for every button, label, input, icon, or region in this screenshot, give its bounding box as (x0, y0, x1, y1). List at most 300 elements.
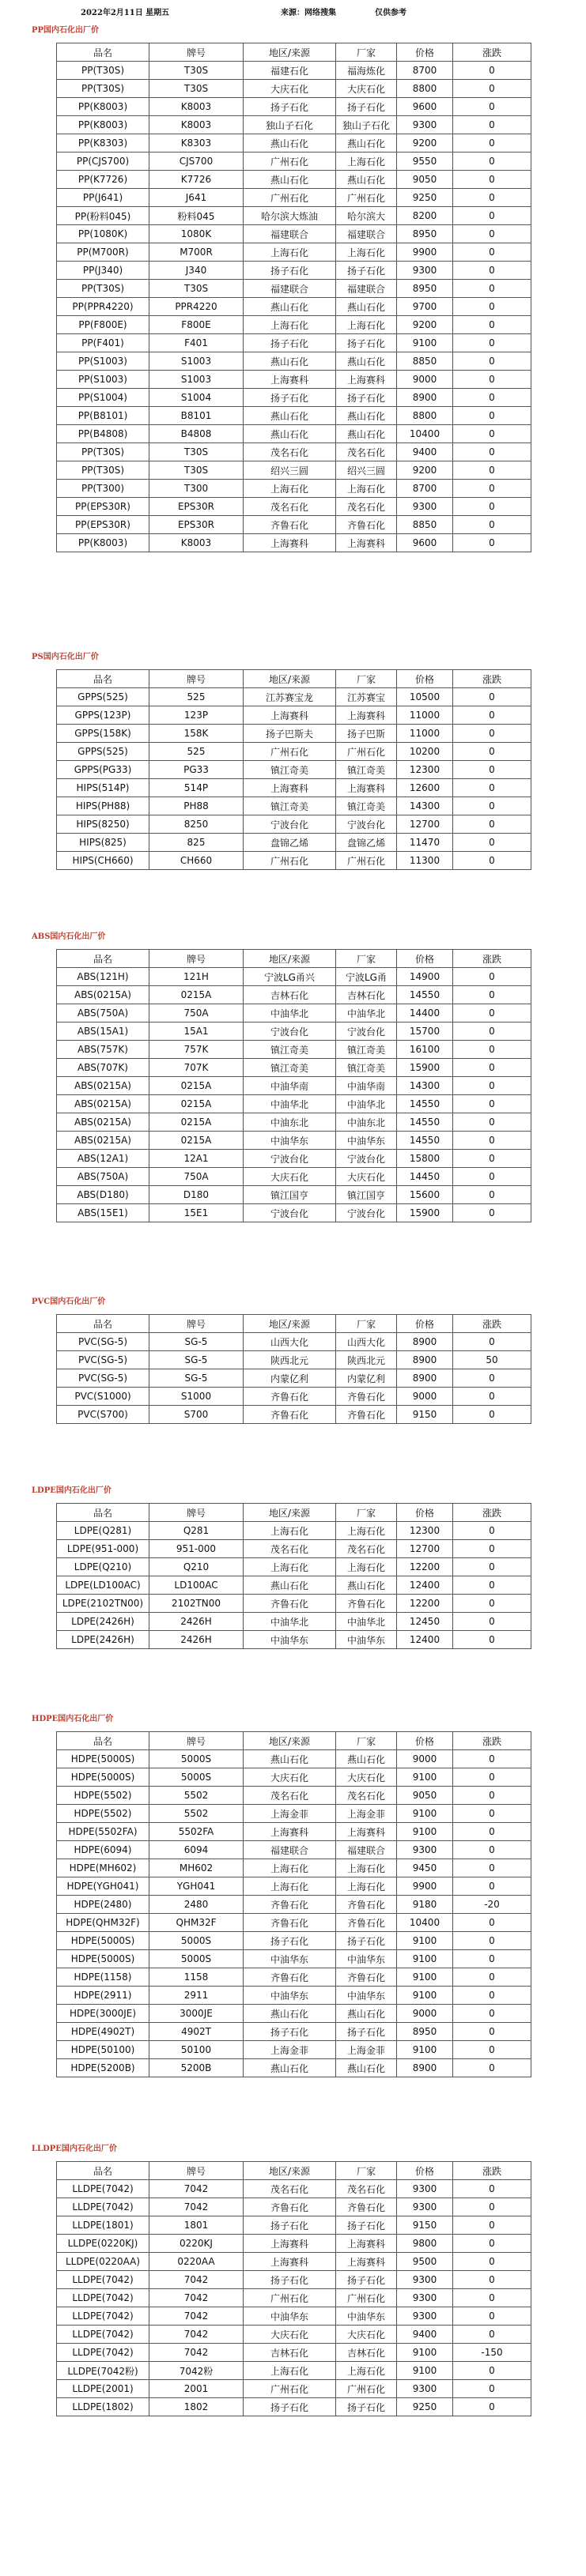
cell-grade: 707K (149, 1059, 244, 1077)
cell-change: 0 (453, 1059, 531, 1077)
cell-price: 15700 (397, 1022, 453, 1041)
cell-product-name: PVC(SG-5) (57, 1351, 149, 1369)
cell-manufacturer: 中油华东 (336, 1631, 397, 1649)
cell-manufacturer: 大庆石化 (336, 1168, 397, 1186)
cell-manufacturer: 上海石化 (336, 1859, 397, 1877)
cell-region: 宁波台化 (244, 815, 336, 834)
cell-grade: M700R (149, 243, 244, 262)
cell-grade: 825 (149, 834, 244, 852)
cell-region: 扬子石化 (244, 2023, 336, 2041)
cell-manufacturer: 广州石化 (336, 2380, 397, 2398)
cell-price: 8950 (397, 280, 453, 298)
cell-manufacturer: 齐鲁石化 (336, 1406, 397, 1424)
cell-region: 陕西北元 (244, 1351, 336, 1369)
column-header-change: 涨跌 (453, 1504, 531, 1522)
cell-region: 燕山石化 (244, 2059, 336, 2077)
cell-change: 0 (453, 761, 531, 779)
cell-grade: 750A (149, 1168, 244, 1186)
column-header-price: 价格 (397, 2162, 453, 2180)
column-header-grade: 牌号 (149, 950, 244, 968)
cell-product-name: PP(F401) (57, 334, 149, 352)
cell-region: 燕山石化 (244, 425, 336, 443)
column-header-product-name: 品名 (57, 1315, 149, 1333)
cell-manufacturer: 中油华北 (336, 1613, 397, 1631)
cell-change: 0 (453, 2326, 531, 2344)
cell-manufacturer: 宁波台化 (336, 1022, 397, 1041)
cell-price: 12700 (397, 1540, 453, 1558)
cell-product-name: PP(T30S) (57, 62, 149, 80)
cell-manufacturer: 扬子石化 (336, 262, 397, 280)
cell-region: 燕山石化 (244, 407, 336, 425)
cell-region: 扬子石化 (244, 262, 336, 280)
cell-price: 15800 (397, 1150, 453, 1168)
cell-price: 9150 (397, 1406, 453, 1424)
section (0, 2137, 586, 2416)
cell-product-name: LDPE(2426H) (57, 1613, 149, 1631)
cell-product-name: PP(T30S) (57, 80, 149, 98)
cell-grade: T30S (149, 461, 244, 480)
table-row (57, 298, 531, 316)
cell-product-name: ABS(12A1) (57, 1150, 149, 1168)
cell-region: 吉林石化 (244, 2344, 336, 2362)
table-row (57, 2326, 531, 2344)
table-row (57, 2059, 531, 2077)
cell-manufacturer: 上海金菲 (336, 2041, 397, 2059)
cell-grade: K8003 (149, 98, 244, 116)
cell-change: 0 (453, 2235, 531, 2253)
cell-product-name: HDPE(5502) (57, 1787, 149, 1805)
table-row (57, 2398, 531, 2416)
cell-region: 哈尔滨大炼油 (244, 207, 336, 225)
cell-product-name: LDPE(Q210) (57, 1558, 149, 1576)
cell-change: 0 (453, 2059, 531, 2077)
cell-price: 10400 (397, 425, 453, 443)
cell-change: 0 (453, 1186, 531, 1204)
cell-product-name: ABS(0215A) (57, 1095, 149, 1113)
table-row (57, 280, 531, 298)
cell-region: 镇江奇美 (244, 761, 336, 779)
cell-region: 上海石化 (244, 1558, 336, 1576)
cell-grade: SG-5 (149, 1333, 244, 1351)
cell-region: 盘锦乙烯 (244, 834, 336, 852)
cell-product-name: HDPE(5000S) (57, 1932, 149, 1950)
cell-price: 9550 (397, 153, 453, 171)
cell-price: 8700 (397, 62, 453, 80)
table-row (57, 1522, 531, 1540)
cell-grade: 2102TN00 (149, 1595, 244, 1613)
cell-change: 0 (453, 1914, 531, 1932)
table-row (57, 2253, 531, 2271)
cell-manufacturer: 上海石化 (336, 480, 397, 498)
cell-grade: 514P (149, 779, 244, 797)
cell-price: 8900 (397, 1369, 453, 1388)
cell-region: 广州石化 (244, 189, 336, 207)
price-table (56, 1731, 531, 2077)
cell-price: 8850 (397, 352, 453, 371)
table-row (57, 743, 531, 761)
cell-price: 9000 (397, 1388, 453, 1406)
cell-manufacturer: 盘锦乙烯 (336, 834, 397, 852)
cell-region: 中油华东 (244, 2307, 336, 2326)
table-row (57, 1406, 531, 1424)
cell-price: 14550 (397, 1113, 453, 1132)
table-row (57, 2216, 531, 2235)
cell-grade: 7042粉 (149, 2362, 244, 2380)
cell-grade: 2001 (149, 2380, 244, 2398)
cell-product-name: ABS(757K) (57, 1041, 149, 1059)
cell-grade: 0215A (149, 1077, 244, 1095)
section-title: ABS国内石化出厂价 (32, 932, 106, 941)
cell-region: 宁波台化 (244, 1204, 336, 1222)
table-row (57, 461, 531, 480)
cell-price: 9100 (397, 2362, 453, 2380)
cell-product-name: ABS(0215A) (57, 1113, 149, 1132)
cell-change: 0 (453, 1576, 531, 1595)
cell-region: 宁波LG甬兴 (244, 968, 336, 986)
cell-price: 9450 (397, 1859, 453, 1877)
cell-grade: T30S (149, 62, 244, 80)
table-row (57, 1768, 531, 1787)
cell-manufacturer: 上海赛科 (336, 1823, 397, 1841)
table-row (57, 852, 531, 870)
cell-product-name: PP(J641) (57, 189, 149, 207)
cell-region: 上海赛科 (244, 2253, 336, 2271)
cell-change: 0 (453, 1968, 531, 1987)
cell-product-name: LDPE(2102TN00) (57, 1595, 149, 1613)
column-header-product-name: 品名 (57, 1732, 149, 1750)
cell-price: 14550 (397, 1095, 453, 1113)
cell-price: 9300 (397, 2271, 453, 2289)
cell-manufacturer: 中油华东 (336, 1132, 397, 1150)
cell-grade: 8250 (149, 815, 244, 834)
cell-grade: 757K (149, 1041, 244, 1059)
cell-manufacturer: 上海石化 (336, 153, 397, 171)
cell-region: 上海石化 (244, 480, 336, 498)
cell-region: 茂名石化 (244, 1540, 336, 1558)
column-header-manufacturer: 厂家 (336, 2162, 397, 2180)
table-row (57, 480, 531, 498)
cell-change: 0 (453, 1823, 531, 1841)
cell-region: 广州石化 (244, 852, 336, 870)
cell-region: 广州石化 (244, 743, 336, 761)
cell-change: 0 (453, 1132, 531, 1150)
cell-price: 14900 (397, 968, 453, 986)
cell-manufacturer: 上海赛科 (336, 371, 397, 389)
cell-manufacturer: 福海炼化 (336, 62, 397, 80)
cell-region: 中油华东 (244, 1950, 336, 1968)
cell-price: 9250 (397, 189, 453, 207)
cell-region: 上海赛科 (244, 779, 336, 797)
cell-manufacturer: 福建联合 (336, 225, 397, 243)
cell-region: 上海赛科 (244, 706, 336, 725)
cell-region: 福建联合 (244, 280, 336, 298)
table-row (57, 986, 531, 1004)
column-header-region: 地区/来源 (244, 670, 336, 688)
section (0, 925, 586, 1222)
cell-region: 福建联合 (244, 225, 336, 243)
cell-change: 0 (453, 968, 531, 986)
cell-region: 吉林石化 (244, 986, 336, 1004)
cell-product-name: LDPE(951-000) (57, 1540, 149, 1558)
cell-manufacturer: 上海赛科 (336, 779, 397, 797)
cell-price: 11470 (397, 834, 453, 852)
cell-change: 0 (453, 389, 531, 407)
table-row (57, 1896, 531, 1914)
cell-product-name: LLDPE(7042) (57, 2271, 149, 2289)
cell-product-name: PP(T300) (57, 480, 149, 498)
cell-region: 宁波台化 (244, 1022, 336, 1041)
cell-product-name: PP(K8003) (57, 116, 149, 134)
cell-manufacturer: 燕山石化 (336, 425, 397, 443)
cell-manufacturer: 中油华东 (336, 2307, 397, 2326)
cell-region: 扬子石化 (244, 389, 336, 407)
cell-grade: 5000S (149, 1932, 244, 1950)
cell-grade: 7042 (149, 2289, 244, 2307)
table-row (57, 2235, 531, 2253)
cell-product-name: ABS(121H) (57, 968, 149, 986)
cell-product-name: HDPE(50100) (57, 2041, 149, 2059)
cell-change: -20 (453, 1896, 531, 1914)
cell-price: 15900 (397, 1059, 453, 1077)
cell-price: 8900 (397, 1333, 453, 1351)
cell-manufacturer: 齐鲁石化 (336, 2198, 397, 2216)
cell-change: 0 (453, 62, 531, 80)
cell-manufacturer: 齐鲁石化 (336, 1914, 397, 1932)
cell-change: 0 (453, 262, 531, 280)
cell-region: 中油东北 (244, 1113, 336, 1132)
table-row (57, 1968, 531, 1987)
cell-region: 扬子石化 (244, 2271, 336, 2289)
table-header-row (57, 2162, 531, 2180)
cell-product-name: HDPE(3000JE) (57, 2005, 149, 2023)
cell-change: 0 (453, 80, 531, 98)
cell-change: 0 (453, 1595, 531, 1613)
column-header-grade: 牌号 (149, 1315, 244, 1333)
cell-manufacturer: 广州石化 (336, 743, 397, 761)
cell-change: 0 (453, 1859, 531, 1877)
cell-price: 9100 (397, 2041, 453, 2059)
cell-grade: K7726 (149, 171, 244, 189)
section-title: PP国内石化出厂价 (32, 26, 100, 35)
header-date: 2022年2月11日 星期五 (81, 9, 170, 17)
cell-region: 齐鲁石化 (244, 1406, 336, 1424)
cell-manufacturer: 茂名石化 (336, 2180, 397, 2198)
column-header-price: 价格 (397, 1315, 453, 1333)
cell-price: 8800 (397, 407, 453, 425)
cell-grade: 7042 (149, 2344, 244, 2362)
cell-price: 9050 (397, 1787, 453, 1805)
cell-product-name: ABS(750A) (57, 1004, 149, 1022)
column-header-price: 价格 (397, 1504, 453, 1522)
cell-region: 上海金菲 (244, 1805, 336, 1823)
cell-change: 0 (453, 1540, 531, 1558)
cell-price: 14300 (397, 1077, 453, 1095)
cell-change: 0 (453, 1077, 531, 1095)
cell-region: 镇江奇美 (244, 797, 336, 815)
cell-manufacturer: 江苏赛宝 (336, 688, 397, 706)
cell-change: 0 (453, 1613, 531, 1631)
cell-price: 9600 (397, 534, 453, 552)
cell-change: 0 (453, 280, 531, 298)
cell-price: 9300 (397, 2380, 453, 2398)
cell-grade: K8003 (149, 534, 244, 552)
cell-region: 镇江奇美 (244, 1041, 336, 1059)
cell-region: 中油华南 (244, 1077, 336, 1095)
cell-manufacturer: 福建联合 (336, 1841, 397, 1859)
cell-price: 12700 (397, 815, 453, 834)
cell-product-name: PP(EPS30R) (57, 498, 149, 516)
cell-grade: T30S (149, 443, 244, 461)
cell-region: 中油华东 (244, 1987, 336, 2005)
cell-manufacturer: 镇江奇美 (336, 761, 397, 779)
cell-product-name: HIPS(514P) (57, 779, 149, 797)
cell-grade: SG-5 (149, 1351, 244, 1369)
cell-product-name: LLDPE(7042) (57, 2326, 149, 2344)
cell-product-name: LLDPE(0220KJ) (57, 2235, 149, 2253)
table-row (57, 1041, 531, 1059)
cell-region: 中油华北 (244, 1095, 336, 1113)
cell-price: 9100 (397, 1823, 453, 1841)
cell-grade: 5000S (149, 1750, 244, 1768)
cell-product-name: LLDPE(7042) (57, 2180, 149, 2198)
cell-product-name: HDPE(1158) (57, 1968, 149, 1987)
table-row (57, 1987, 531, 2005)
cell-price: 8850 (397, 516, 453, 534)
cell-region: 上海石化 (244, 1859, 336, 1877)
cell-grade: D180 (149, 1186, 244, 1204)
cell-grade: 525 (149, 688, 244, 706)
cell-manufacturer: 宁波台化 (336, 815, 397, 834)
table-header-row (57, 43, 531, 62)
page-header (0, 0, 586, 19)
table-row (57, 1950, 531, 1968)
column-header-manufacturer: 厂家 (336, 1732, 397, 1750)
table-row (57, 1369, 531, 1388)
cell-price: 9100 (397, 334, 453, 352)
cell-grade: 158K (149, 725, 244, 743)
table-row (57, 153, 531, 171)
cell-manufacturer: 上海石化 (336, 1877, 397, 1896)
table-row (57, 1540, 531, 1558)
cell-grade: 951-000 (149, 1540, 244, 1558)
cell-product-name: ABS(D180) (57, 1186, 149, 1204)
cell-product-name: PVC(SG-5) (57, 1369, 149, 1388)
cell-manufacturer: 中油华南 (336, 1077, 397, 1095)
table-row (57, 425, 531, 443)
cell-manufacturer: 扬子石化 (336, 1932, 397, 1950)
cell-manufacturer: 宁波台化 (336, 1150, 397, 1168)
cell-region: 上海石化 (244, 243, 336, 262)
cell-region: 中油华东 (244, 1631, 336, 1649)
price-table (56, 43, 531, 552)
cell-price: 14550 (397, 986, 453, 1004)
cell-change: 0 (453, 498, 531, 516)
cell-price: 9300 (397, 1841, 453, 1859)
cell-price: 14400 (397, 1004, 453, 1022)
cell-price: 10400 (397, 1914, 453, 1932)
cell-grade: 15E1 (149, 1204, 244, 1222)
column-header-manufacturer: 厂家 (336, 950, 397, 968)
column-header-price: 价格 (397, 43, 453, 62)
cell-grade: Q210 (149, 1558, 244, 1576)
cell-grade: 5200B (149, 2059, 244, 2077)
table-row (57, 1059, 531, 1077)
cell-price: 9900 (397, 1877, 453, 1896)
column-header-product-name: 品名 (57, 43, 149, 62)
table-row (57, 688, 531, 706)
cell-region: 镇江国亨 (244, 1186, 336, 1204)
cell-price: 8900 (397, 1351, 453, 1369)
column-header-manufacturer: 厂家 (336, 670, 397, 688)
cell-manufacturer: 宁波LG甬 (336, 968, 397, 986)
cell-manufacturer: 广州石化 (336, 189, 397, 207)
cell-grade: 50100 (149, 2041, 244, 2059)
cell-grade: 7042 (149, 2198, 244, 2216)
cell-product-name: HDPE(5502FA) (57, 1823, 149, 1841)
cell-price: 9300 (397, 2198, 453, 2216)
cell-manufacturer: 茂名石化 (336, 1540, 397, 1558)
cell-manufacturer: 大庆石化 (336, 1768, 397, 1787)
cell-price: 8900 (397, 389, 453, 407)
cell-grade: F401 (149, 334, 244, 352)
cell-change: 0 (453, 225, 531, 243)
cell-change: 0 (453, 1787, 531, 1805)
cell-product-name: HDPE(4902T) (57, 2023, 149, 2041)
cell-grade: J641 (149, 189, 244, 207)
cell-price: 9200 (397, 134, 453, 153)
cell-manufacturer: 燕山石化 (336, 1576, 397, 1595)
cell-region: 茂名石化 (244, 498, 336, 516)
table-row (57, 1823, 531, 1841)
header-note: 仅供参考 (375, 9, 406, 17)
cell-change: 0 (453, 1768, 531, 1787)
cell-grade: S1004 (149, 389, 244, 407)
cell-manufacturer: 上海石化 (336, 1558, 397, 1576)
cell-grade: S1003 (149, 352, 244, 371)
cell-change: 0 (453, 171, 531, 189)
cell-product-name: HIPS(8250) (57, 815, 149, 834)
cell-grade: CJS700 (149, 153, 244, 171)
cell-grade: S700 (149, 1406, 244, 1424)
cell-product-name: LLDPE(7042粉) (57, 2362, 149, 2380)
cell-grade: EPS30R (149, 516, 244, 534)
cell-product-name: HIPS(PH88) (57, 797, 149, 815)
cell-region: 上海石化 (244, 1877, 336, 1896)
cell-product-name: LLDPE(1801) (57, 2216, 149, 2235)
cell-manufacturer: 燕山石化 (336, 134, 397, 153)
cell-change: 0 (453, 1932, 531, 1950)
cell-manufacturer: 哈尔滨大 (336, 207, 397, 225)
table-row (57, 2344, 531, 2362)
cell-price: 9300 (397, 498, 453, 516)
table-row (57, 98, 531, 116)
cell-price: 9200 (397, 316, 453, 334)
table-row (57, 1576, 531, 1595)
cell-grade: 6094 (149, 1841, 244, 1859)
cell-region: 扬子石化 (244, 1932, 336, 1950)
cell-change: 0 (453, 1522, 531, 1540)
cell-price: 11000 (397, 706, 453, 725)
table-row (57, 779, 531, 797)
cell-grade: 1802 (149, 2398, 244, 2416)
table-row (57, 1022, 531, 1041)
cell-price: 11000 (397, 725, 453, 743)
cell-grade: S1003 (149, 371, 244, 389)
cell-price: 9400 (397, 443, 453, 461)
cell-product-name: HDPE(QHM32F) (57, 1914, 149, 1932)
column-header-manufacturer: 厂家 (336, 1504, 397, 1522)
cell-grade: B8101 (149, 407, 244, 425)
